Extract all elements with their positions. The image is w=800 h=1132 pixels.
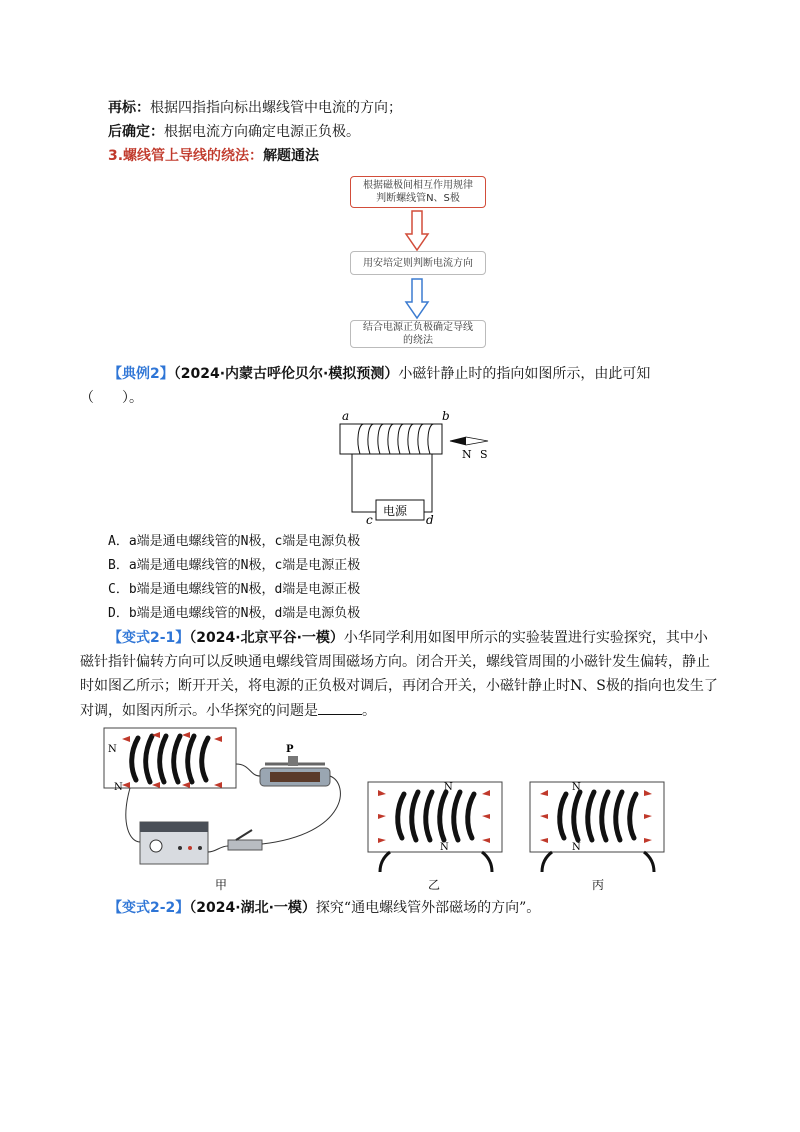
bing-lead-left — [542, 852, 552, 872]
yi-board — [368, 782, 502, 852]
label-a: a — [342, 409, 350, 423]
rheostat-coil — [270, 772, 320, 782]
variant-2-1-line-4 — [80, 700, 376, 721]
compass-needle-north-icon — [450, 437, 466, 445]
figure-yi-caption: 乙 — [428, 878, 441, 892]
example-2-tag: 【典例2】 — [108, 366, 174, 382]
example-2-text: 小磁针静止时的指向如图所示，由此可知 — [398, 366, 651, 382]
intro-line-2 — [108, 122, 360, 142]
wire-right — [424, 454, 432, 512]
figure-bing — [528, 776, 668, 874]
variant-2-1-line-3: 时如图乙所示；断开开关，将电源的正负极对调后，再闭合开关，小磁针静止时N、S极的指向也发生了 — [80, 678, 718, 694]
rheostat-slider — [288, 756, 298, 766]
down-arrow-red-icon — [404, 210, 430, 252]
option-c: C．b端是通电螺线管的N极，d端是电源正极 — [108, 582, 361, 597]
down-arrow-blue-icon — [404, 278, 430, 320]
variant-2-1-text-1: 小华同学利用如图甲所示的实验装置进行实验探究，其中小 — [343, 630, 708, 646]
option-b: B．a端是通电螺线管的N极，c端是电源正极 — [108, 558, 361, 573]
label-c: c — [366, 513, 373, 526]
yi-lead-right — [482, 852, 492, 872]
flow-step-1: 根据磁极间相互作用规律判断螺线管N、S极 — [350, 176, 486, 208]
bing-label-n-bottom: N — [572, 842, 581, 853]
example-2-paren: （ ）。 — [80, 390, 143, 406]
terminal-2 — [188, 846, 192, 850]
variant-2-2-line — [108, 898, 540, 918]
variant-2-1-text-4-end: 。 — [362, 703, 376, 719]
variant-2-1-line-2: 磁针指针偏转方向可以反映通电螺线管周围磁场方向。闭合开关，螺线管周围的小磁针发生偏转，静止 — [80, 654, 710, 670]
bing-lead-right — [644, 852, 654, 872]
label-d: d — [426, 513, 434, 526]
compass-label-n: N — [462, 448, 472, 461]
solenoid-coil — [358, 424, 434, 454]
intro-line-2-text: 根据电流方向确定电源正负极。 — [164, 124, 360, 140]
jia-board — [104, 728, 236, 788]
yi-label-n-bottom: N — [440, 842, 449, 853]
example-2-stem — [108, 364, 650, 384]
figure-bing-caption: 丙 — [592, 878, 605, 892]
figure-jia-caption: 甲 — [215, 878, 228, 892]
compass-label-s: S — [480, 448, 488, 461]
variant-2-2-source: （2024·湖北·一模） — [189, 900, 316, 916]
terminal-1 — [178, 846, 182, 850]
bing-board — [530, 782, 664, 852]
variant-2-1-line-1 — [108, 628, 708, 648]
power-supply-label: 电源 — [383, 504, 408, 518]
yi-lead-left — [380, 852, 390, 872]
label-b: b — [442, 409, 450, 423]
option-d: D．b端是通电螺线管的N极，d端是电源负极 — [108, 606, 361, 621]
solenoid-circuit-figure — [330, 408, 500, 526]
section-3-title: 3.螺线管上导线的绕法： — [108, 148, 264, 164]
section-3-heading — [108, 146, 319, 166]
intro-line-1-text: 根据四指指向标出螺线管中电流的方向； — [150, 100, 402, 116]
solenoid-core — [340, 424, 442, 454]
jia-switch — [228, 840, 262, 850]
option-a: A．a端是通电螺线管的N极，c端是电源负极 — [108, 534, 361, 549]
terminal-3 — [198, 846, 202, 850]
variant-2-1-tag: 【变式2-1】 — [108, 630, 190, 646]
yi-label-n-top: N — [444, 782, 453, 793]
power-knob — [150, 840, 162, 852]
rheostat-label-p: P — [286, 744, 294, 755]
figure-jia — [100, 724, 370, 874]
bing-label-n-top: N — [572, 782, 581, 793]
variant-2-2-tag: 【变式2-2】 — [108, 900, 190, 916]
intro-line-2-label: 后确定： — [108, 124, 164, 140]
flow-step-3: 结合电源正负极确定导线的绕法 — [350, 320, 486, 348]
variant-2-1-text-4: 对调，如图丙所示。小华探究的问题是 — [80, 703, 318, 719]
intro-line-1-label: 再标： — [108, 100, 150, 116]
variant-2-1-source: （2024·北京平谷·一模） — [189, 630, 344, 646]
answer-blank[interactable] — [318, 700, 362, 715]
wire-1 — [236, 764, 260, 776]
power-supply-top — [140, 822, 208, 832]
variant-2-2-text: 探究“通电螺线管外部磁场的方向”。 — [315, 900, 541, 916]
wire-left — [352, 454, 376, 512]
wire-4 — [208, 846, 228, 852]
section-3-subtitle: 解题通法 — [263, 148, 320, 164]
intro-line-1 — [108, 98, 402, 118]
wire-3 — [126, 788, 140, 842]
example-2-source: （2024·内蒙古呼伦贝尔·模拟预测） — [173, 366, 399, 382]
jia-label-n-top: N — [108, 744, 117, 755]
figure-yi — [366, 776, 506, 874]
switch-lever — [236, 830, 252, 840]
flow-step-2: 用安培定则判断电流方向 — [350, 251, 486, 275]
jia-label-n-bottom: N — [114, 782, 123, 793]
